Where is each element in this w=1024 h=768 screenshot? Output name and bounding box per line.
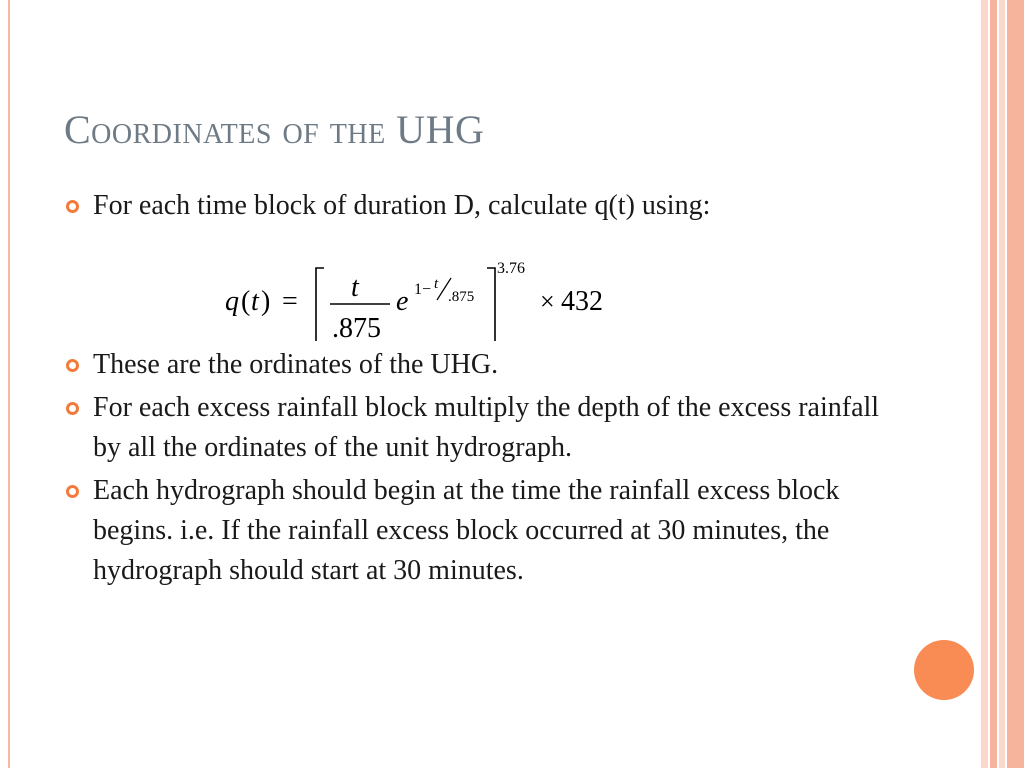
decorative-circle <box>914 640 974 700</box>
formula-t: t <box>251 286 259 317</box>
fraction-numerator: t <box>351 272 359 303</box>
bullet-marker-icon <box>66 402 79 415</box>
right-border-stripe <box>990 0 997 768</box>
left-border-line <box>8 0 10 768</box>
bullet-item <box>64 388 884 468</box>
bullet-item <box>64 186 884 226</box>
formula-q: q <box>225 286 239 317</box>
power-exponent: 3.76 <box>497 260 525 277</box>
exponent-minus: − <box>422 281 432 298</box>
bullet-list <box>64 186 884 591</box>
bullet-item <box>64 345 884 385</box>
bullet-text: Each hydrograph should begin at the time the rainfall excess block begins. i.e. If the rainfall excess block occurred at 30 minutes, the hydrograph should start at 30 minutes. <box>93 475 840 586</box>
right-border-stripe <box>1007 0 1024 768</box>
fraction-denominator: .875 <box>332 313 381 341</box>
formula-equals: = <box>282 286 298 317</box>
right-border-stripe <box>999 0 1005 768</box>
exponent-denominator: .875 <box>448 289 475 305</box>
bullet-marker-icon <box>66 485 79 498</box>
exponent-one: 1 <box>414 281 422 298</box>
bullet-text: For each time block of duration D, calculate q(t) using: <box>93 190 711 221</box>
right-bracket <box>487 268 495 341</box>
formula-base-e: e <box>396 286 409 317</box>
left-bracket <box>316 268 324 341</box>
formula-graphic <box>64 226 884 341</box>
bullet-marker-icon <box>66 359 79 372</box>
times-sign: × <box>540 287 555 316</box>
bullet-item <box>64 471 884 591</box>
formula-paren-open: ( <box>241 286 251 317</box>
slide-title: Coordinates of the UHG <box>64 107 485 152</box>
multiplier-value: 432 <box>561 286 603 317</box>
formula-paren-close: ) <box>261 286 271 317</box>
right-border-stripe <box>981 0 988 768</box>
uhg-formula <box>64 226 884 341</box>
bullet-text: For each excess rainfall block multiply the depth of the excess rainfall by all the ordinates of the unit hydrograph. <box>93 392 880 463</box>
bullet-text: These are the ordinates of the UHG. <box>93 349 499 380</box>
bullet-marker-icon <box>66 200 79 213</box>
exponent-t: t <box>434 276 439 292</box>
